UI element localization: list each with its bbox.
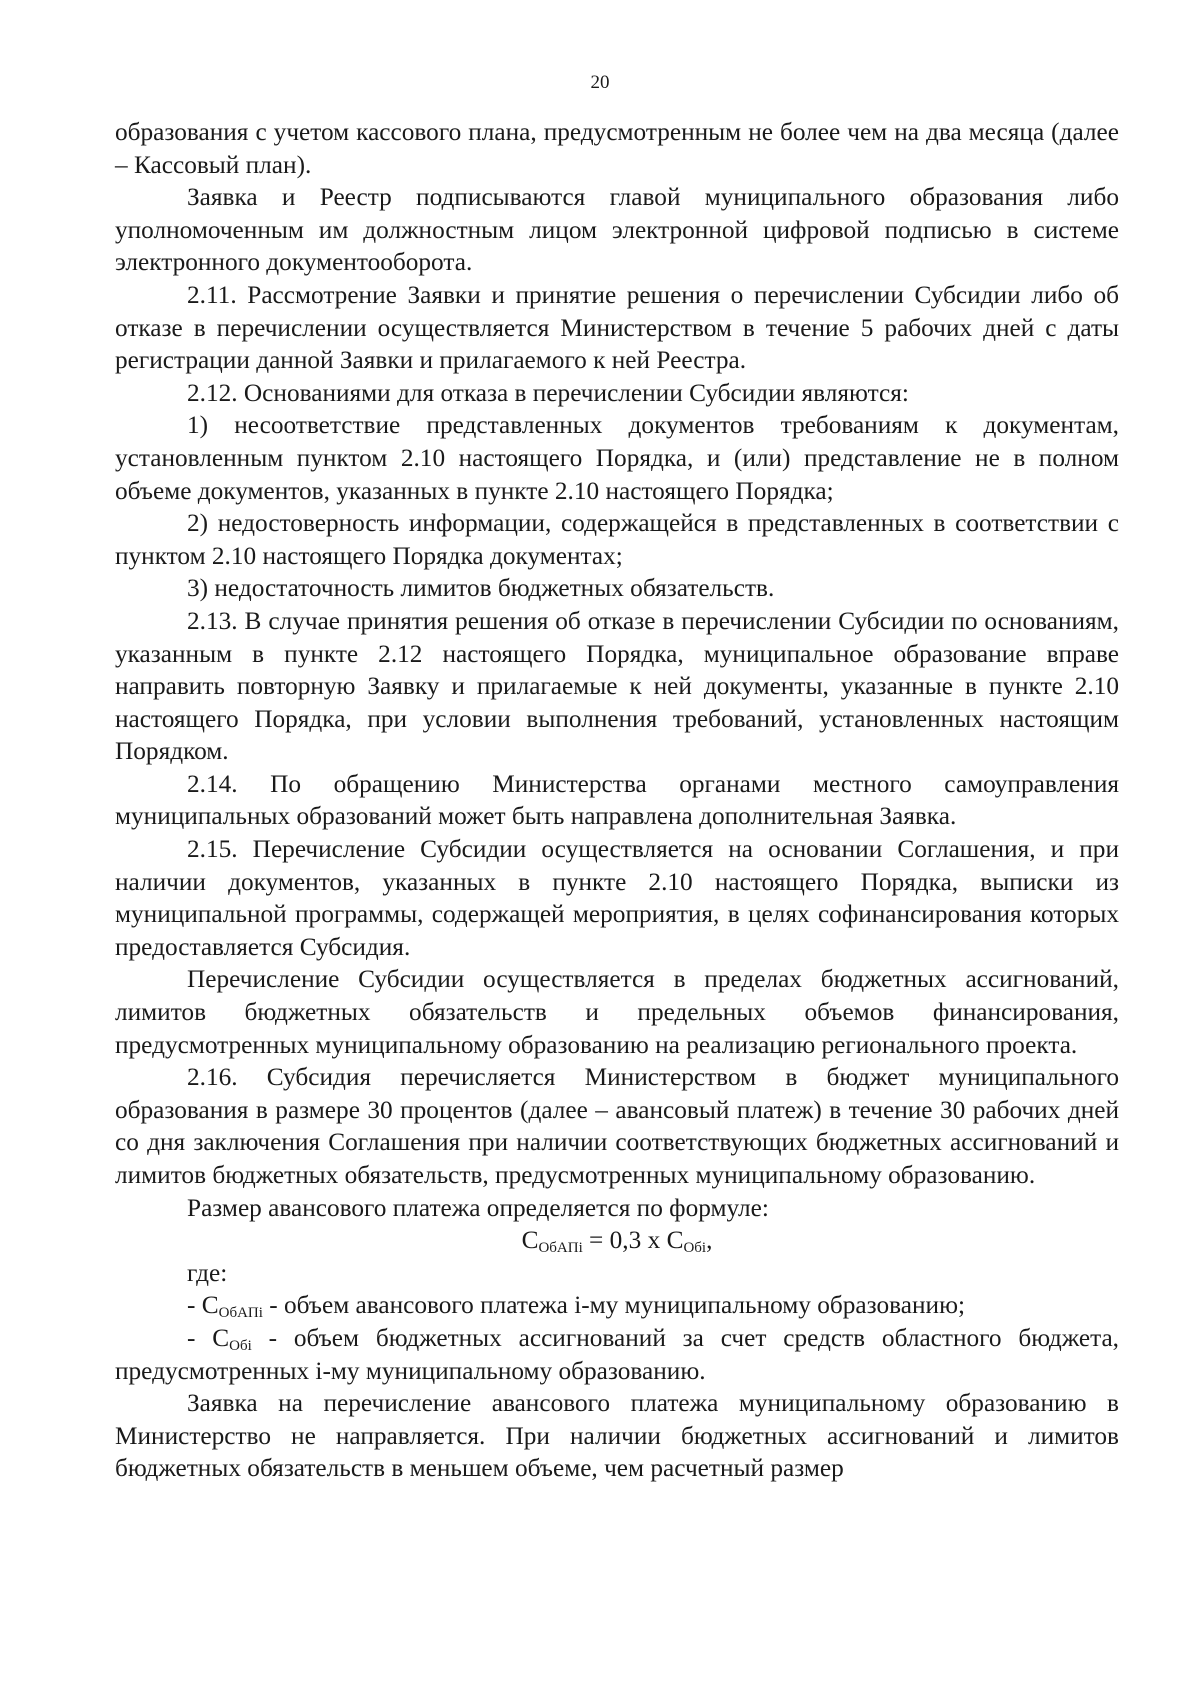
paragraph-signing: Заявка и Реестр подписываются главой муниципального образования либо уполномоченным им должностным лицом электронной цифровой подписью в системе электронного документооборота. xyxy=(115,183,1119,277)
formula xyxy=(115,1224,1119,1257)
list-item-1: 1) несоответствие представленных документов требованиям к документам, установленным пунктом 2.10 настоящего Порядка, и (или) представление не в полном объеме документов, указанных в пункте 2.10 настоящего Порядка; xyxy=(115,411,1119,505)
formula-middle: = 0,3 х С xyxy=(582,1226,684,1255)
where-label: где: xyxy=(187,1258,228,1287)
paragraph-2-12: 2.12. Основаниями для отказа в перечислении Субсидии являются: xyxy=(187,378,909,407)
paragraph-advance-request: Заявка на перечисление авансового платежа муниципальному образованию в Министерство не направляется. При наличии бюджетных ассигнований и лимитов бюджетных обязательств в меньшем объеме, чем расчетный размер xyxy=(115,1389,1119,1483)
formula-rhs-subscript: Обi xyxy=(683,1239,707,1256)
formula-tail: , xyxy=(706,1226,713,1255)
definition-symbol: - С xyxy=(187,1291,219,1320)
paragraph-2-15: 2.15. Перечисление Субсидии осуществляется на основании Соглашения, и при наличии документов, указанных в пункте 2.10 настоящего Порядка, выписки из муниципальной программы, содержащей мероприятия, в целях софинансирования которых предоставляется Субсидия. xyxy=(115,835,1119,961)
page-number: 20 xyxy=(590,72,610,93)
paragraph-2-11: 2.11. Рассмотрение Заявки и принятие решения о перечислении Субсидии либо об отказе в перечислении осуществляется Министерством в течение 5 рабочих дней с даты регистрации данной Заявки и прилагаемого к ней Реестра. xyxy=(115,280,1119,375)
definition-subscript: ОбАПi xyxy=(218,1305,263,1322)
paragraph-2-14: 2.14. По обращению Министерства органами местного самоуправления муниципальных образований может быть направлена дополнительная Заявка. xyxy=(115,769,1119,831)
formula-lhs-subscript: ОбАПi xyxy=(538,1239,583,1256)
paragraph-transfer-limits: Перечисление Субсидии осуществляется в пределах бюджетных ассигнований, лимитов бюджетных обязательств и предельных объемов финансирования, предусмотренных муниципальному образованию на реализацию регионального проекта. xyxy=(115,965,1119,1059)
paragraph-continuation: образования с учетом кассового плана, предусмотренным не более чем на два месяца (далее – Кассовый план). xyxy=(115,118,1119,179)
definition-text: - объем авансового платежа i-му муниципальному образованию; xyxy=(262,1291,965,1320)
paragraph-2-13: 2.13. В случае принятия решения об отказе в перечислении Субсидии по основаниям, указанным в пункте 2.12 настоящего Порядка, муниципальное образование вправе направить повторную Заявку и прилагаемые к ней документы, указанные в пункте 2.10 настоящего Порядка, при условии выполнения требований, установленных настоящим Порядком. xyxy=(115,606,1119,766)
list-item-2: 2) недостоверность информации, содержащейся в представленных в соответствии с пунктом 2.10 настоящего Порядка документах; xyxy=(115,509,1119,570)
document-body xyxy=(115,116,1119,1485)
definition-symbol: - С xyxy=(187,1323,230,1352)
formula-lhs: С xyxy=(521,1226,539,1255)
list-item-3: 3) недостаточность лимитов бюджетных обязательств. xyxy=(187,574,775,603)
paragraph-formula-intro: Размер авансового платежа определяется по формуле: xyxy=(187,1193,769,1222)
definition-text: - объем бюджетных ассигнований за счет средств областного бюджета, предусмотренных i-му муниципальному образованию. xyxy=(115,1323,1119,1385)
definition-budget-allocations xyxy=(115,1322,1119,1387)
definition-subscript: Обi xyxy=(229,1337,252,1354)
definition-advance-amount xyxy=(115,1289,1119,1322)
paragraph-2-16: 2.16. Субсидия перечисляется Министерством в бюджет муниципального образования в размере 30 процентов (далее – авансовый платеж) в течение 30 рабочих дней со дня заключения Соглашения при наличии соответствующих бюджетных ассигнований и лимитов бюджетных обязательств, предусмотренных муниципальному образованию. xyxy=(115,1063,1119,1189)
